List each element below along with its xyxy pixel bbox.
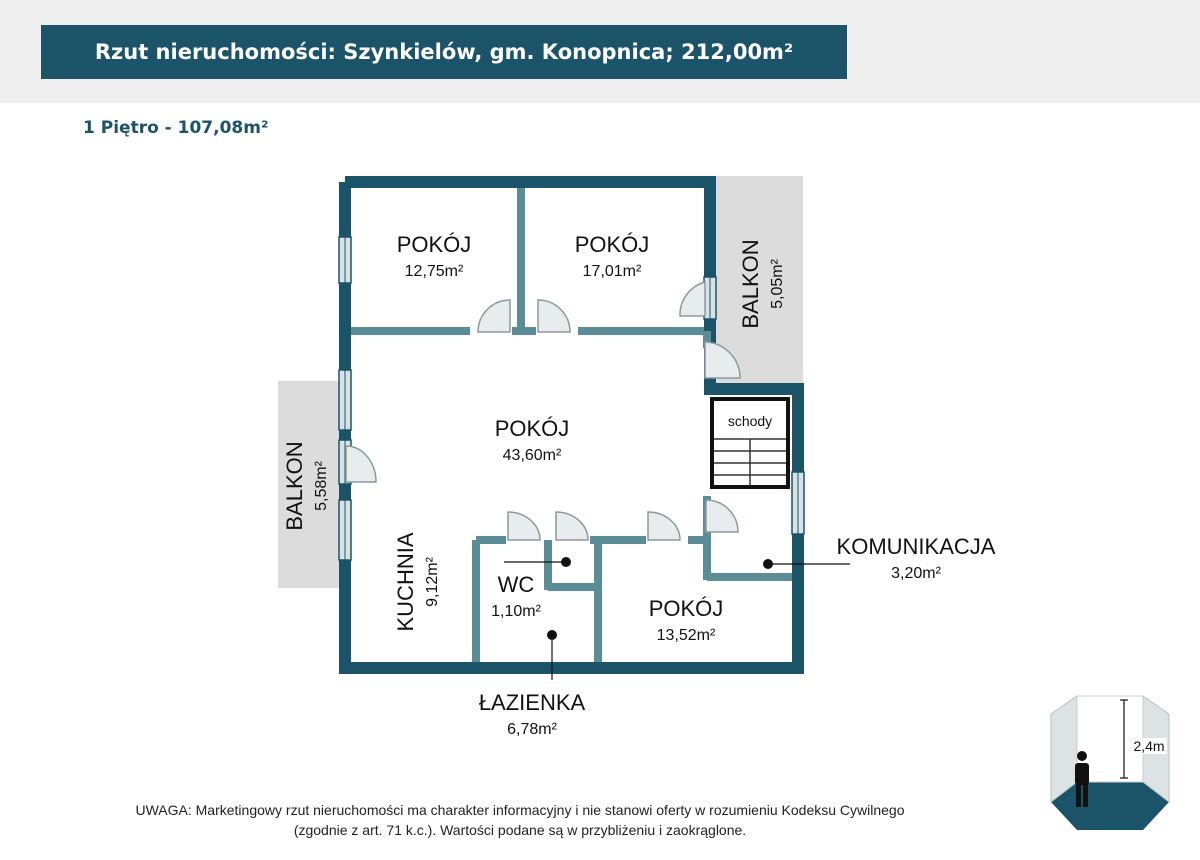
disclaimer-note (0, 800, 1040, 840)
room-area: 9,12m² (424, 557, 441, 607)
room-area: 1,10m² (491, 603, 541, 620)
ceiling-height-icon (1047, 694, 1173, 834)
room-label: POKÓJ (494, 416, 570, 441)
marker-dot (547, 630, 557, 640)
room-label: ŁAZIENKA (478, 690, 586, 715)
door-swing (346, 446, 376, 482)
marker-dot (763, 559, 773, 569)
room-area: 12,75m² (404, 263, 464, 280)
disclaimer-line: (zgodnie z art. 71 k.c.). Wartości podane są w przybliżeniu i zaokrąglone. (293, 822, 747, 838)
room-label: POKÓJ (396, 232, 472, 257)
room-area: 3,20m² (891, 565, 941, 582)
page-title: Rzut nieruchomości: Szynkielów, gm. Konopnica; 212,00m² (94, 40, 794, 64)
room-area: 43,60m² (502, 447, 562, 464)
room-area: 13,52m² (656, 627, 716, 644)
floor-label: 1 Piętro - 107,08m² (83, 118, 269, 138)
door-swing (680, 282, 705, 316)
room-label: KUCHNIA (393, 532, 418, 632)
room-label: WC (497, 572, 535, 597)
door-swing (538, 300, 570, 332)
disclaimer-line: UWAGA: Marketingowy rzut nieruchomości ma charakter informacyjny i nie stanowi oferty w rozumieniu Kodeksu Cywilnego (135, 802, 905, 818)
room-label: BALKON (738, 239, 763, 329)
room-area: 5,05m² (769, 259, 786, 309)
room-label: BALKON (282, 441, 307, 531)
room-area: 17,01m² (582, 263, 642, 280)
room-area: 6,78m² (507, 721, 557, 738)
door-swing (556, 512, 588, 540)
door-swing (478, 300, 510, 332)
door-swing (706, 500, 738, 532)
door-swing (508, 512, 540, 540)
marker-dot (561, 557, 571, 567)
room-label: POKÓJ (574, 232, 650, 257)
stairs-label: schody (727, 413, 773, 429)
room-area: 5,58m² (313, 461, 330, 511)
room-label: POKÓJ (648, 596, 724, 621)
doors (346, 282, 740, 540)
room-label: KOMUNIKACJA (836, 534, 996, 559)
height-label: 2,4m (1133, 738, 1165, 754)
door-swing (648, 512, 680, 540)
